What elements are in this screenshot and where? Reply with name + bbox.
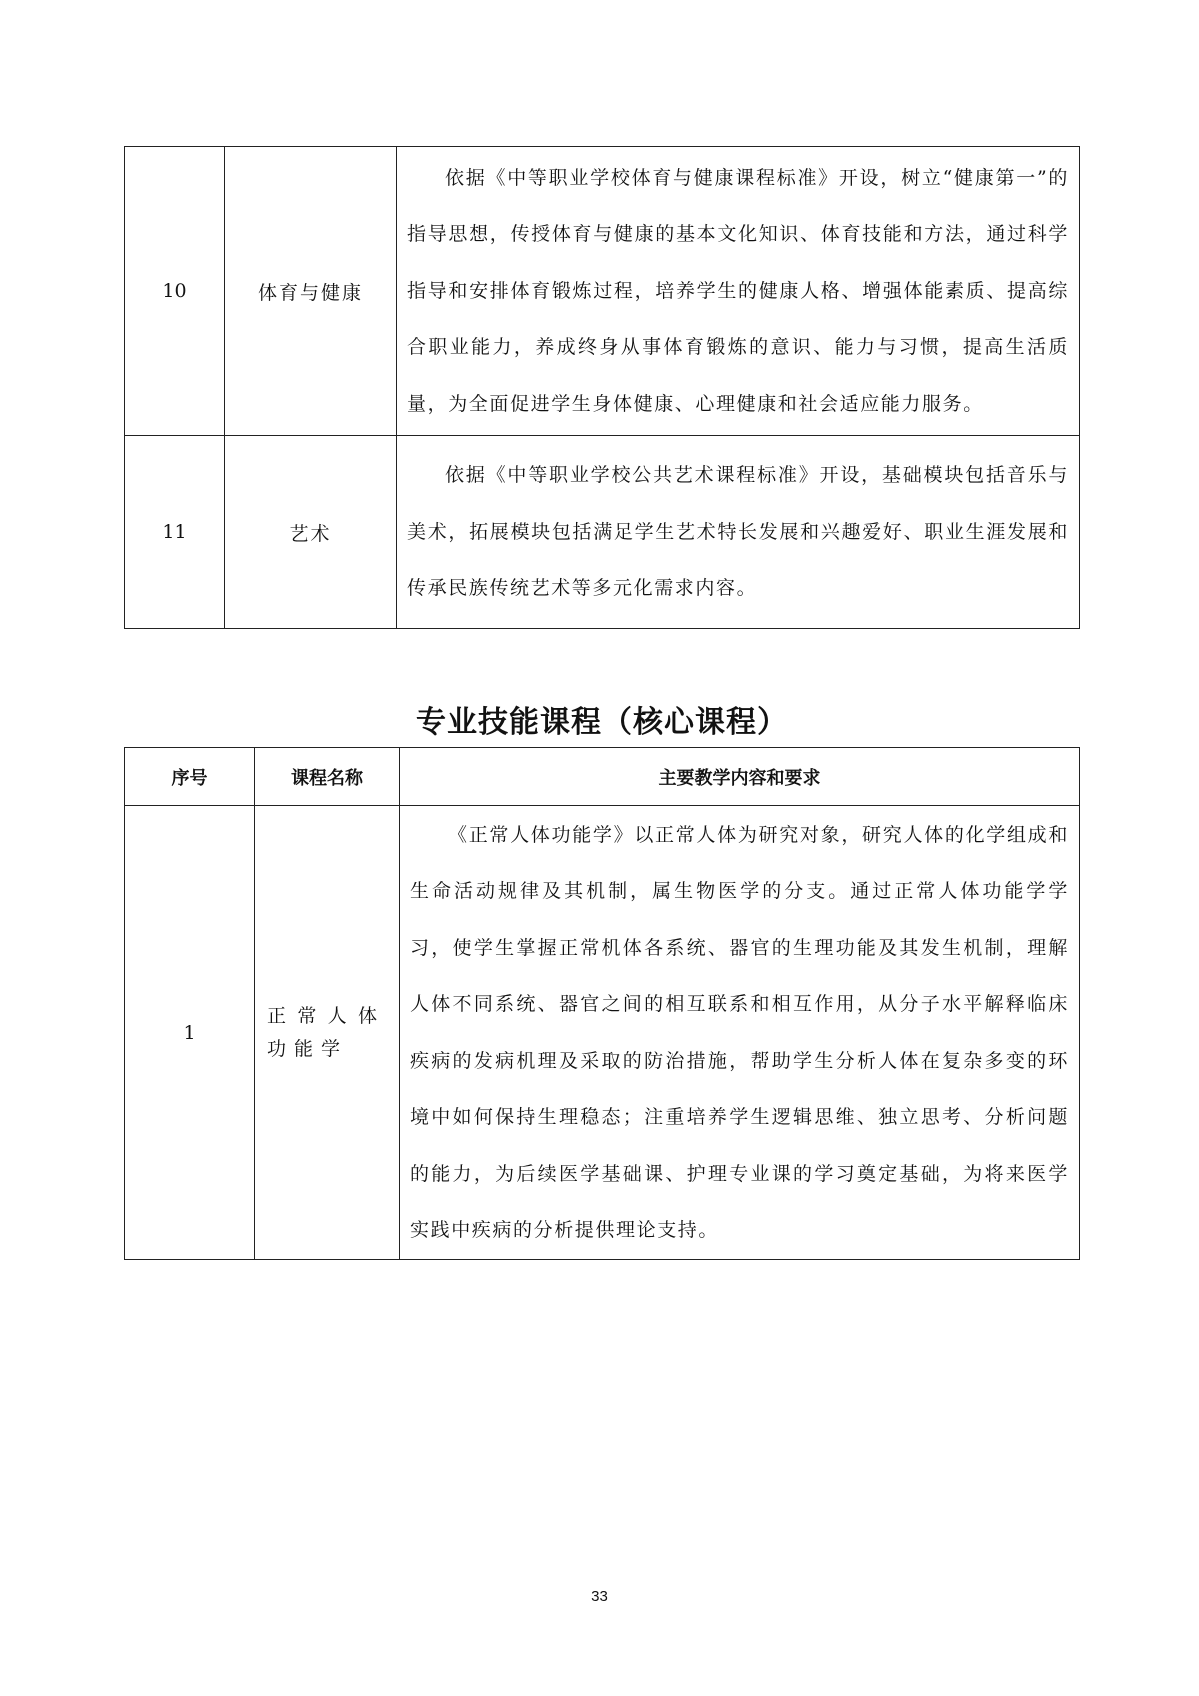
table-row	[125, 436, 1080, 629]
header-number: 序号	[125, 748, 255, 806]
course-name: 正常人体功能学	[255, 806, 400, 1260]
header-content: 主要教学内容和要求	[400, 748, 1080, 806]
general-courses-table	[124, 146, 1080, 629]
course-description-text: 《正常人体功能学》以正常人体为研究对象，研究人体的化学组成和生命活动规律及其机制，属生物医学的分支。通过正常人体功能学学习，使学生掌握正常机体各系统、器官的生理功能及其发生机制，理解人体不同系统、器官之间的相互联系和相互作用，从分子水平解释临床疾病的发病机理及采取的防治措施，帮助学生分析人体在复杂多变的环境中如何保持生理稳态；注重培养学生逻辑思维、独立思考、分析问题的能力，为后续医学基础课、护理专业课的学习奠定基础，为将来医学实践中疾病的分析提供理论支持。	[410, 823, 1069, 1241]
course-description	[397, 147, 1080, 436]
page-number: 33	[591, 1588, 608, 1605]
course-name: 体育与健康	[225, 147, 397, 436]
table-header-row	[125, 748, 1080, 806]
course-name: 艺术	[225, 436, 397, 629]
course-description-text: 依据《中等职业学校体育与健康课程标准》开设，树立“健康第一”的指导思想，传授体育与健康的基本文化知识、体育技能和方法，通过科学指导和安排体育锻炼过程，培养学生的健康人格、增强体能素质、提高综合职业能力，养成终身从事体育锻炼的意识、能力与习惯，提高生活质量，为全面促进学生身体健康、心理健康和社会适应能力服务。	[407, 166, 1069, 415]
course-number: 10	[125, 147, 225, 436]
course-description	[397, 436, 1080, 629]
section-title: 专业技能课程（核心课程）	[416, 705, 788, 740]
table-row	[125, 806, 1080, 1260]
course-description	[400, 806, 1080, 1260]
header-course-name: 课程名称	[255, 748, 400, 806]
core-courses-table	[124, 747, 1080, 1260]
table-row	[125, 147, 1080, 436]
course-number: 11	[125, 436, 225, 629]
course-number: 1	[125, 806, 255, 1260]
course-description-text: 依据《中等职业学校公共艺术课程标准》开设，基础模块包括音乐与美术，拓展模块包括满足学生艺术特长发展和兴趣爱好、职业生涯发展和传承民族传统艺术等多元化需求内容。	[407, 464, 1069, 600]
